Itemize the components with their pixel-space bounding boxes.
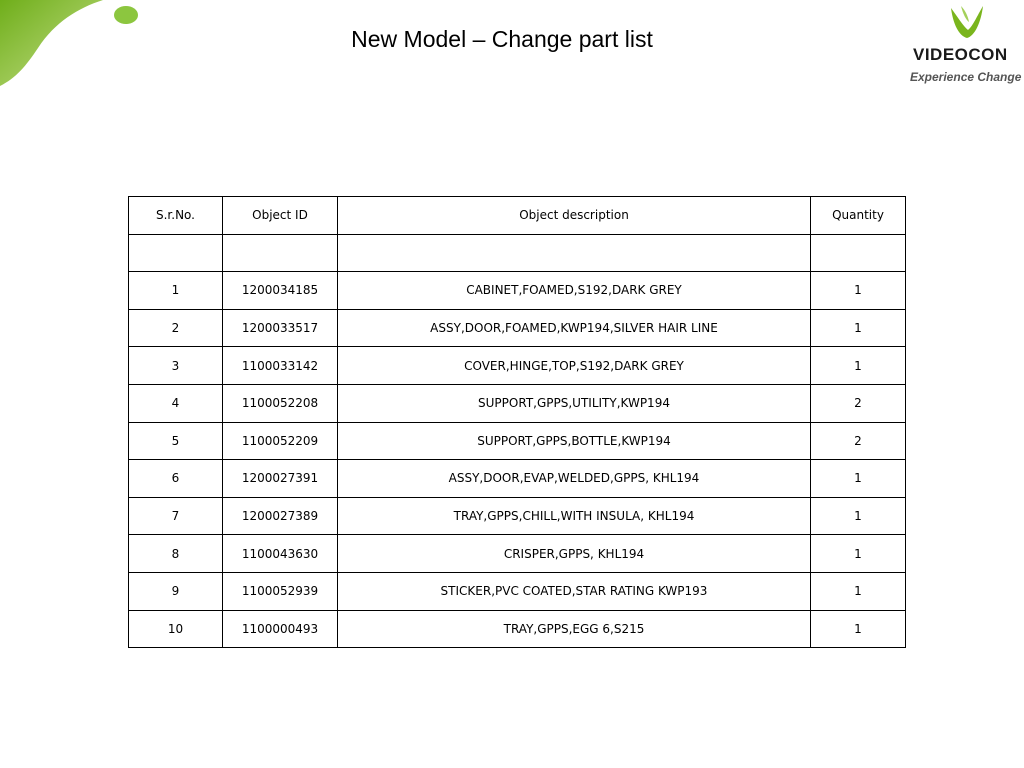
- table-row: [129, 272, 906, 310]
- cell-description: CABINET,FOAMED,S192,DARK GREY: [338, 272, 811, 310]
- cell-description: CRISPER,GPPS, KHL194: [338, 535, 811, 573]
- cell-sr-no: 5: [129, 422, 223, 460]
- cell-description: [338, 234, 811, 272]
- logo-tagline: Experience Change: [910, 70, 1022, 84]
- videocon-v-mark-icon: [947, 2, 987, 42]
- cell-quantity: 1: [811, 272, 906, 310]
- table-row: [129, 422, 906, 460]
- cell-object-id: 1100052209: [223, 422, 338, 460]
- cell-description: TRAY,GPPS,EGG 6,S215: [338, 610, 811, 648]
- cell-quantity: 2: [811, 422, 906, 460]
- table-row: [129, 309, 906, 347]
- logo-wordmark: VIDEOCON: [913, 45, 1008, 64]
- cell-object-id: 1200027389: [223, 497, 338, 535]
- cell-sr-no: 4: [129, 384, 223, 422]
- change-part-table: [128, 196, 906, 648]
- slide-title: New Model – Change part list: [351, 26, 653, 52]
- cell-quantity: 1: [811, 460, 906, 498]
- header-object-id: Object ID: [223, 197, 338, 235]
- cell-description: TRAY,GPPS,CHILL,WITH INSULA, KHL194: [338, 497, 811, 535]
- cell-sr-no: 6: [129, 460, 223, 498]
- cell-object-id: 1100043630: [223, 535, 338, 573]
- cell-sr-no: 9: [129, 572, 223, 610]
- header-quantity: Quantity: [811, 197, 906, 235]
- cell-object-id: 1200027391: [223, 460, 338, 498]
- cell-sr-no: 1: [129, 272, 223, 310]
- cell-quantity: 1: [811, 347, 906, 385]
- cell-quantity: 1: [811, 309, 906, 347]
- cell-sr-no: 7: [129, 497, 223, 535]
- cell-quantity: 1: [811, 535, 906, 573]
- table-row: [129, 460, 906, 498]
- cell-quantity: 1: [811, 572, 906, 610]
- header-object-description: Object description: [338, 197, 811, 235]
- cell-sr-no: 8: [129, 535, 223, 573]
- cell-sr-no: [129, 234, 223, 272]
- cell-description: STICKER,PVC COATED,STAR RATING KWP193: [338, 572, 811, 610]
- cell-object-id: 1100052939: [223, 572, 338, 610]
- cell-sr-no: 3: [129, 347, 223, 385]
- cell-quantity: [811, 234, 906, 272]
- table-row: [129, 384, 906, 422]
- cell-object-id: [223, 234, 338, 272]
- table-row: [129, 610, 906, 648]
- cell-object-id: 1200034185: [223, 272, 338, 310]
- videocon-logo: [905, 0, 1024, 92]
- cell-sr-no: 10: [129, 610, 223, 648]
- cell-description: SUPPORT,GPPS,BOTTLE,KWP194: [338, 422, 811, 460]
- table-row: [129, 535, 906, 573]
- table-row: [129, 347, 906, 385]
- cell-quantity: 1: [811, 497, 906, 535]
- cell-description: SUPPORT,GPPS,UTILITY,KWP194: [338, 384, 811, 422]
- cell-sr-no: 2: [129, 309, 223, 347]
- table-row: [129, 234, 906, 272]
- table-header-row: [129, 197, 906, 235]
- table-row: [129, 572, 906, 610]
- cell-object-id: 1100052208: [223, 384, 338, 422]
- cell-object-id: 1100000493: [223, 610, 338, 648]
- cell-description: ASSY,DOOR,FOAMED,KWP194,SILVER HAIR LINE: [338, 309, 811, 347]
- cell-object-id: 1100033142: [223, 347, 338, 385]
- header-sr-no: S.r.No.: [129, 197, 223, 235]
- cell-quantity: 1: [811, 610, 906, 648]
- cell-description: COVER,HINGE,TOP,S192,DARK GREY: [338, 347, 811, 385]
- cell-object-id: 1200033517: [223, 309, 338, 347]
- table-row: [129, 497, 906, 535]
- cell-quantity: 2: [811, 384, 906, 422]
- cell-description: ASSY,DOOR,EVAP,WELDED,GPPS, KHL194: [338, 460, 811, 498]
